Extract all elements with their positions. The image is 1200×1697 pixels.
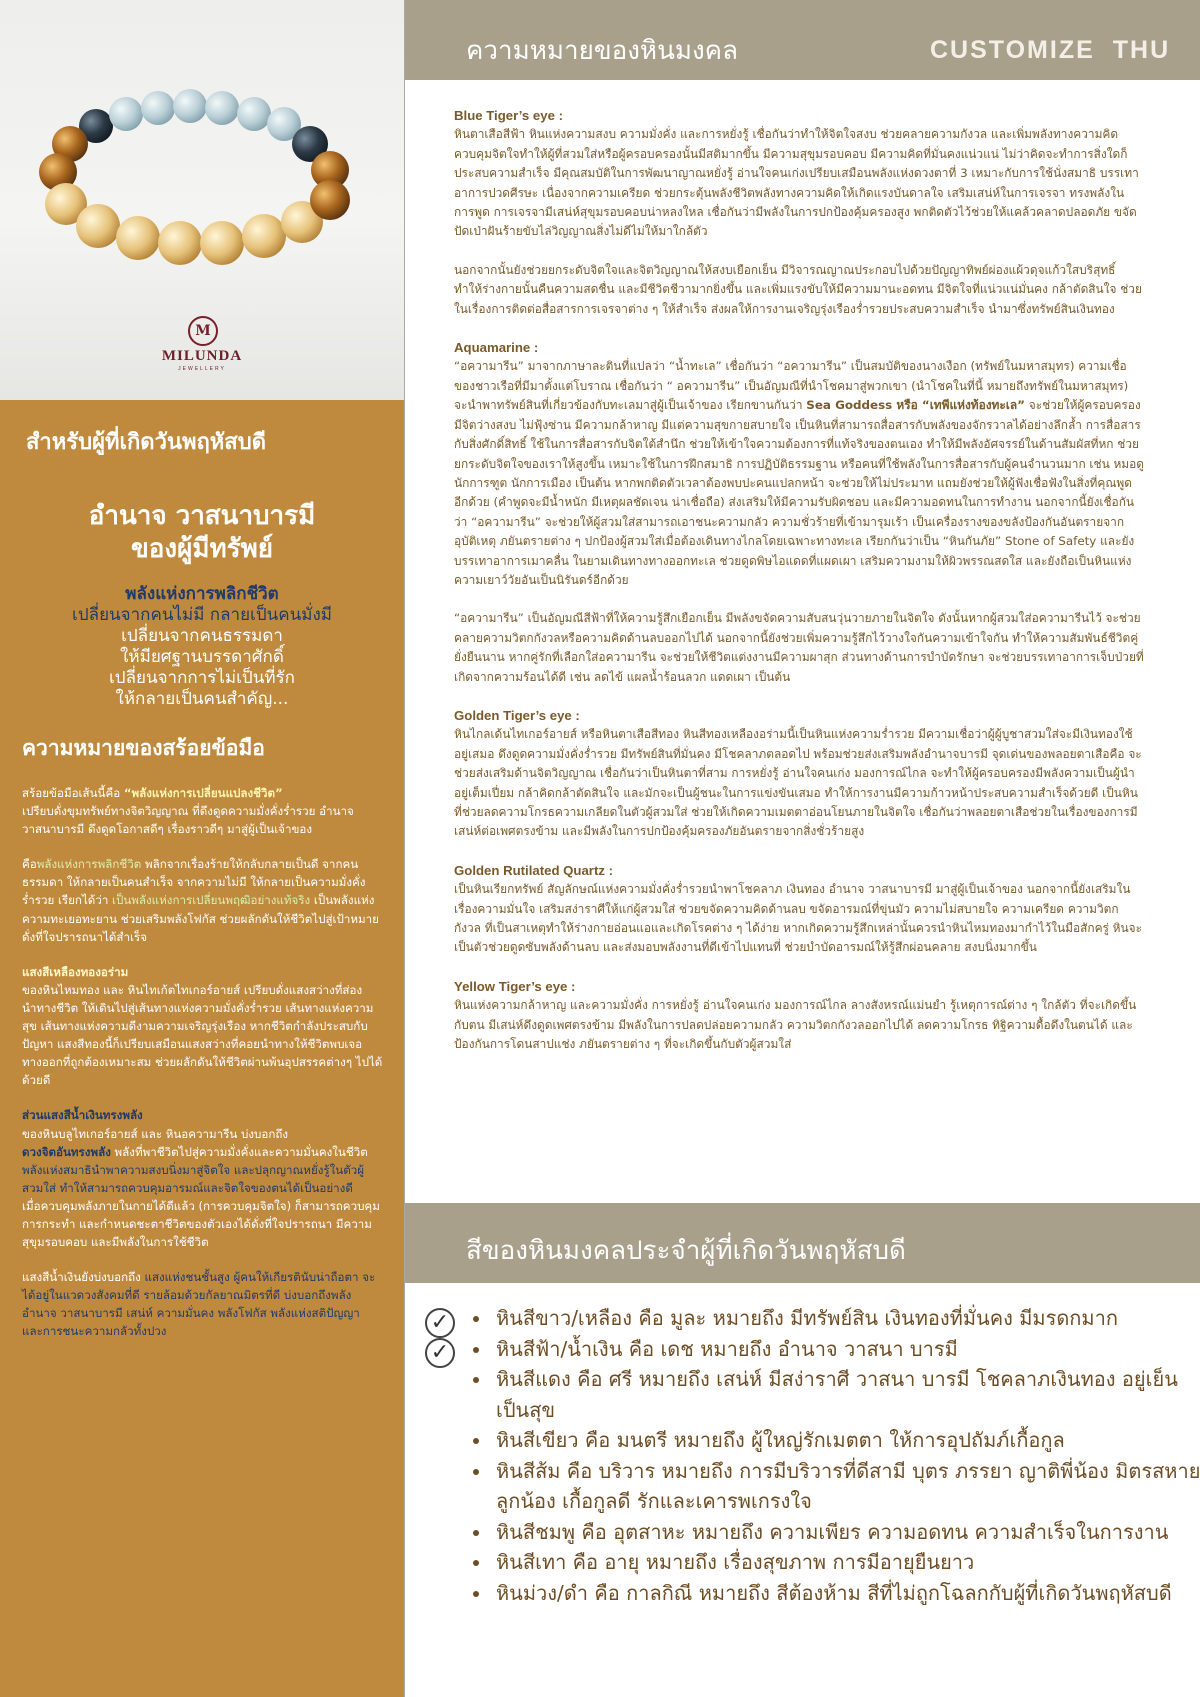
paragraph: เป็นหินเรียกทรัพย์ สัญลักษณ์แห่งความมั่งคั่งร่ำรวยนำพาโชคลาภ เงินทอง อำนาจ วาสนาบารมี มาสู่ผู้เป็นเจ้าของ นอกจากนี้ยังเสริมในเรื่องความมั่นใจ เสริมสง่าราศีให้แก่ผู้สวมใส่ ช่วยขจัดความคิดด้านลบ ขจัดอารมณ์ที่ขุ่นมัว ความไม่สบายใจ ความเครียด ความวิตกกังวล ที่เป็นสาเหตุทำให้ร่างกายอ่อนแอและเกิดโรคต่าง ๆ ได้ง่าย หากเกิดความรู้สึกเหล่านั้นควรนำหินไหมทองมากำไว้ในมือสักครู่ หินจะเป็นตัวช่วยดูดซับพลังด้านลบ และส่งมอบพลังงานที่ดีเข้าไปแทนที่ ช่วยบำบัดอารมณ์ให้รู้สึกผ่อนคลาย สงบนิ่งมากขึ้น	[454, 882, 1143, 955]
sidebar-title: สำหรับผู้ที่เกิดวันพฤหัสบดี	[26, 430, 266, 455]
paragraph	[454, 357, 1144, 590]
meaning-paragraph	[22, 1268, 384, 1340]
brand-word: THU	[1112, 36, 1171, 64]
highlight-text: “พลังแห่งการเปลี่ยนแปลงชีวิต”	[123, 786, 283, 800]
paragraph-heading: ส่วนแสงสีน้ำเงินทรงพลัง	[22, 1108, 143, 1123]
paragraph: หินไกลเด้นไทเกอร์อายส์ หรือหินตาเสือสีทอง หินสีทองเหลืองอร่ามนี้เป็นหินแห่งความร่ำรวย มีความเชื่อว่าผู้ผู้บูชาสวมใส่จะมีเงินทองใช้อยู่เสมอ ดึงดูดความมั่งคั่งร่ำรวย มีทรัพย์สินที่มั่นคง มีโชคลาภตลอดไป พร้อมช่วยส่งเสริมพลังอำนาจบารมี จุดเด่นของพลอยตาเสือคือ จะช่วยส่งเสริมด้านจิตวิญญาณ เชื่อกันว่าเป็นหินตาที่สาม การหยั่งรู้ อ่านใจคนเก่ง มองการณ์ไกล จะทำให้ผู้ครอบครองมีพลังความเป็นผู้นำอยู่เต็มเปี่ยม กล้าคิดกล้าตัดสินใจ และมักจะเป็นผู้ชนะในการแข่งขันเสมอ ทำให้การงานมีความก้าวหน้าประสบความสำเร็จด้วยดี เป็นหินที่ช่วยลดความโกรธความเกลียดในตัวผู้สวมใส่ ช่วยให้เกิดความเมตตาอ่อนโยนภายในจิตใจ เชื่อกันว่าพลอยตาเสือช่วยในเรื่องของการมีเสน่ห์ต่อเพศตรงข้าม และมีพลังในการปกป้องคุ้มครองภัยอันตรายจากสิ่งชั่วร้ายสูง	[454, 727, 1142, 839]
text-run: คือ	[22, 857, 37, 872]
list-item: • หินสีเขียว คือ มนตรี หมายถึง ผู้ใหญ่รักเมตตา ให้การอุปถัมภ์เกื้อกูล	[492, 1425, 1200, 1456]
sidebar-sub-line: เปลี่ยนจากคนธรรมดา	[121, 626, 283, 646]
meaning-paragraph	[22, 963, 384, 1090]
colors-section-title: สีของหินมงคลประจำผู้ที่เกิดวันพฤหัสบดี	[466, 1236, 906, 1266]
meaning-paragraph	[22, 784, 384, 838]
checkmark-icon: ✓	[425, 1308, 455, 1338]
highlight-text: แสงแห่งชนชั้นสูง ผู้คนให้เกียรตินับน่าถือตา จะได้อยู่ในแวดวงสังคมที่ดี รายล้อมด้วยกัลยาณมิตรที่ดี บ่งบอกถึงพลังอำนาจ วาสนาบารมี เสน่ห์ ความมั่นคง พลังโฟกัส พลังแห่งสติปัญญา และการชนะความกลัวทั้งปวง	[22, 1270, 376, 1339]
list-item: • หินสีขาว/เหลือง คือ มูละ หมายถึง มีทรัพย์สิน เงินทองที่มั่นคง มีมรดกมาก	[492, 1303, 1200, 1334]
section-title-yellow-tigers-eye: Yellow Tiger’s eye :	[454, 978, 576, 994]
section-title-golden-tigers-eye: Golden Tiger’s eye :	[454, 707, 580, 723]
page-title: ความหมายของหินมงคล	[466, 36, 738, 66]
text-run: แสงสีน้ำเงินยังบ่งบอกถึง	[22, 1270, 145, 1285]
text-run: เมื่อควบคุมพลังภายในกายได้ดีแล้ว (การควบคุมจิตใจ) ก็สามารถควบคุมการกระทำ และกำหนดชะตาชีวิตของตัวเองได้ดั่งที่ใจปรารถนา มีความสุขุมรอบคอบ และมีพลังในการใช้ชีวิต	[22, 1198, 380, 1250]
text-run: “อความารีน” มาจากภาษาละตินที่แปลว่า “น้ำทะเล” เชื่อกันว่า “อความารีน” เป็นสมบัติของนางเงือก (ทรัพย์ในมหาสมุทร) ความเชื่อของชาวเรือที่มีมาตั้งแต่โบราณ เชื่อกันว่า “ อความารีน” เป็นอัญมณีที่นำโชคมาสู่พวกเขา (นำโชคในที่นี้ หมายถึงทรัพย์ในมหาสมุทร) จะนำพาทรัพย์สินที่เกี่ยวข้องกับทะเลมาสู่ผู้เป็นเจ้าของ เรียกขานกันว่า	[454, 359, 1129, 413]
text-run: สร้อยข้อมือเส้นนี้คือ	[22, 786, 124, 800]
checkmark-icon: ✓	[425, 1338, 455, 1368]
bracelet-meaning-body	[22, 784, 384, 1358]
bracelet-photo	[0, 0, 404, 400]
section-title-aquamarine: Aquamarine :	[454, 340, 539, 356]
brand-word: CUSTOMIZE	[930, 36, 1095, 64]
stone-descriptions	[454, 106, 1144, 1073]
text-run: จะช่วยให้ผู้ครอบครองมีจิตว่างสงบ ไม่ฟุ้งซ่าน มีความกล้าหาญ มีแต่ความสุขกายสบายใจ เป็นหินที่สามารถสื่อสารกับพลังของจักรวาลได้อย่างลึกล้ำ การสื่อสารกับสิ่งศักดิ์สิทธิ์ ใช้ในการสื่อสารกับจิตใต้สำนึก ช่วยให้เข้าใจความต้องการที่แท้จริงของตนเอง ทำให้มีพลังอัศจรรย์ในด้านสัมผัสที่หก ช่วยยกระดับจิตใจของเราให้สูงขึ้น เหมาะใช้ในการฝึกสมาธิ การปฏิบัติธรรมฐาน หรือคนที่ใช้พลังในการสื่อสารกับผู้คนจำนวนมาก เช่น หมอดู นักการฑูต นักการเมือง เป็นต้น หากพกติดตัวเวลาต้องพบปะคนแปลกหน้า จะช่วยให้ไม่ประมาท แถมยังช่วยให้ผู้ฟังเชื่อฟังในสิ่งที่คุณพูดอีกด้วย (คำพูดจะมีน้ำหนัก มีเหตุผลชัดเจน น่าเชื่อถือ) ส่งเสริมให้มีความรับผิดชอบ และมีความอดทนในการทำงาน นอกจากนี้ยังเชื่อกันว่า “อความารีน” จะช่วยให้ผู้สวมใส่สามารถเอาชนะความกลัว ความชั่วร้ายที่เข้ามารุมเร้า เป็นเครื่องรางของขลังป้องกันอันตรายจากอุบัติเหตุ ภยันตรายต่าง ๆ ปกป้องผู้สวมใส่เมื่อต้องเดินทางไกลโดยเฉพาะทางทะเล เรียกกันว่าเป็น “หินกันภัย” Stone of Safety และยังบรรเทาอาการเมาคลื่น ในยามเดินทางทางออกทะเล ช่วยดูดพิษไอแดดที่แผดเผา เสริมความงามให้ผิวพรรณสดใส และยังถือเป็นหินแห่งความเยาว์วัยอันเป็นนิรันดร์อีกด้วย	[454, 398, 1145, 587]
list-item: • หินสีเทา คือ อายุ หมายถึง เรื่องสุขภาพ การมีอายุยืนยาว	[492, 1547, 1200, 1578]
list-item: • หินสีชมพู คือ อุตสาหะ หมายถึง ความเพียร ความอดทน ความสำเร็จในการงาน	[492, 1517, 1200, 1548]
highlight-text: พลังแห่งสมาธินำพาความสงบนิ่งมาสู่จิตใจ และปลุกญาณหยั่งรู้ในตัวผู้สวมใส่ ทำให้สามารถควบคุมอารมณ์และจิตใจของตนได้เป็นอย่างดี	[22, 1162, 365, 1195]
bold-text: Sea Goddess หรือ “เทพีแห่งท้องทะเล”	[806, 398, 1025, 413]
text-run: พลังที่พาชีวิตไปสู่ความมั่งคั่งและความมั่นคงในชีวิต	[110, 1144, 368, 1159]
list-item: • หินสีฟ้า/น้ำเงิน คือ เดช หมายถึง อำนาจ วาสนา บารมี	[492, 1334, 1200, 1365]
sidebar-sub-strong: พลังแห่งการพลิกชีวิต	[125, 584, 279, 604]
text-run: เป็นพลังแห่งความทะเยอทะยาน ช่วยเสริมพลังโฟกัส ช่วยผลักดันให้ชีวิตไปสู่เป้าหมายดั่งที่ใจปรารถนาได้สำเร็จ	[22, 893, 379, 944]
sidebar-sub-line: ให้กลายเป็นคนสำคัญ...	[115, 689, 289, 709]
text-run: ของหินบลูไทเกอร์อายส์ และ หินอความารีน บ่งบอกถึง	[22, 1126, 289, 1141]
paragraph: นอกจากนั้นยังช่วยยกระดับจิตใจและจิตวิญญาณให้สงบเยือกเย็น มีวิจารณญาณประกอบไปด้วยปัญญาทิพย์ผ่องแผ้วดุจแก้วใสบริสุทธิ์ ทำให้ร่างกายนั้นคืนความสดชื่น และมีชีวิตชีวามากยิ่งขึ้น และเพิ่มแรงขับให้มีความมานะอดทน มีจิตใจที่แน่วแน่มั่นคง กล้าตัดสินใจ ช่วยในเรื่องการติดต่อสื่อสารการเจรจาต่าง ๆ ให้สำเร็จ ส่งผลให้การงานเจริญรุ่งเรืองร่ำรวยประสบความสำเร็จ นำมาซึ่งทรัพย์สินเงินทอง	[454, 262, 1142, 316]
sidebar-sub-navy: เปลี่ยนจากคนไม่มี กลายเป็นคนมั่งมี	[72, 605, 332, 625]
meaning-paragraph	[22, 855, 384, 945]
bracelet-illustration	[0, 0, 404, 300]
paragraph-heading: แสงสีเหลืองทองอร่าม	[22, 964, 129, 979]
brand-name: MILUNDA	[161, 348, 243, 364]
highlight-text: ดวงจิตอันทรงพลัง	[22, 1144, 111, 1159]
text-run: ของหินไหมทอง และ หินไทเก้ตไทเกอร์อายส์ เปรียบดั่งแสงสว่างที่ส่องนำทางชีวิต ให้เดินไปสู่เส้นทางแห่งความมั่งคั่งร่ำรวย เส้นทางแห่งความสุข เส้นทางแห่งความดีงามความเจริญรุ่งเรือง หากชีวิตกำลังประสบกับปัญหา แสงสีทองนี้ก็เปรียบเสมือนแสงสว่างที่คอยนำทางให้ชีวิตพบเจอทางออกที่ถูกต้องเหมาะสม ช่วยผลักดันให้ชีวิตผ่านพ้นอุปสรรคต่างๆ ไปได้ด้วยดี	[22, 982, 383, 1088]
sidebar	[0, 0, 405, 1697]
sidebar-sub-line: ให้มียศฐานบรรดาศักดิ์	[120, 647, 284, 667]
text-run: เปรียบดั่งขุมทรัพย์ทางจิตวิญญาณ ที่ดึงดูดความมั่งคั่งร่ำรวย อำนาจ วาสนาบารมี ดึงดูดโอกาสดีๆ เรื่องราวดีๆ มาสู่ผู้เป็นเจ้าของ	[22, 804, 354, 837]
list-item: • หินสีส้ม คือ บริวาร หมายถึง การมีบริวารที่ดีสามี บุตร ภรรยา ญาติพี่น้อง มิตรสหาย ลูกน้อง เกื้อกูลดี รักและเคารพเกรงใจ	[492, 1456, 1200, 1517]
bracelet-beads	[39, 89, 350, 265]
paragraph: หินแห่งความกล้าหาญ และความมั่งคั่ง การหยั่งรู้ อ่านใจคนเก่ง มองการณ์ไกล ลางสังหรณ์แม่นยำ รู้เหตุการณ์ต่าง ๆ ใกล้ตัว ที่จะเกิดขึ้นกับตน มีเสน่ห์ดึงดูดเพศตรงข้าม มีพลังในการปลดปล่อยความกลัว ความวิตกกังวลออกไปได้ ลดความโกรธ ทิฐิความดื้อดึงในตนได้ และป้องกันการโดนสาปแช่ง ภยันตรายต่าง ๆ ที่จะเกิดขึ้นกับตัวผู้สวมใส่	[454, 998, 1137, 1052]
list-item: • หินสีแดง คือ ศรี หมายถึง เสน่ห์ มีสง่าราศี วาสนา บารมี โชคลาภเงินทอง อยู่เย็นเป็นสุข	[492, 1364, 1200, 1425]
bracelet-meaning-title: ความหมายของสร้อยข้อมือ	[22, 736, 265, 760]
paragraph: หินตาเสือสีฟ้า หินแห่งความสงบ ความมั่งคั่ง และการหยั่งรู้ เชื่อกันว่าทำให้จิตใจสงบ ช่วยคลายความกังวล และเพิ่มพลังทางความคิด ควบคุมจิตใจทำให้ผู้ที่สวมใส่หรือผู้ครอบครองนั้นมีสติมากขึ้น มีความสุขุมรอบคอบ มีความคิดที่มั่นคงแน่วแน่ ไม่ว่าคิดจะทำการสิ่งใดก็ประสบความสำเร็จ มีคุณสมบัติในการพัฒนาญาณหยั่งรู้ อ่านใจคนเก่งเปรียบเสมือนพลังแห่งดวงตาที่ 3 เหมาะกับการใช้นั่งสมาธิ บรรเทาอาการปวดศีรษะ เนื่องจากความเครียด ช่วยกระตุ้นพลังชีวิตพลังทางความคิดให้เกิดแรงบันดาลใจ เสริมเสน่ห์ในการเจรจา ทรงพลังในการพูด การเจรจามีเสน่ห์สุขุมรอบคอบน่าหลงใหล เชื่อกันว่ามีพลังในการปกป้องคุ้มครองสูง พกติดตัวไว้ช่วยให้แคล้วคลาดปลอดภัย ขจัดปัดเป่าฝันร้ายขับไล่วิญญาณสิ่งไม่ดีไม่ให้มาใกล้ตัว	[454, 127, 1139, 239]
paragraph: “อความารีน” เป็นอัญมณีสีฟ้าที่ให้ความรู้สึกเยือกเย็น มีพลังขจัดความสับสนวุ่นวายภายในจิตใจ ดังนั้นหากผู้สวมใส่อความารีนไว้ จะช่วยคลายความวิตกกังวลหรือความคิดด้านลบออกไปได้ นอกจากนี้ยังช่วยเพิ่มความรู้สึกไว้วางใจกันความเข้าใจกัน ทำให้ความสัมพันธ์ชีวิตคู่ยั่งยืนนาน หากคู่รักที่เลือกใส่อความารีน จะช่วยให้ชีวิตแต่งงานมีความผาสุก ส่วนทางด้านการบำบัดรักษา จะช่วยบรรเทาอาการเจ็บป่วยที่เกิดจากความร้อนได้ดี เช่น ลดไข้ แผลน้ำร้อนลวก แดดเผา เป็นต้น	[454, 611, 1144, 684]
stone-colors-list	[466, 1303, 1200, 1608]
sidebar-heading	[0, 500, 404, 566]
sidebar-heading-line: อำนาจ วาสนาบารมี	[88, 501, 316, 531]
section-title-rutilated-quartz: Golden Rutilated Quartz :	[454, 862, 613, 878]
brand-subtitle: JEWELLERY	[178, 366, 226, 372]
text-run: พลิกจากเรื่องร้ายให้กลับกลายเป็นดี จากคนธรรมดา ให้กลายเป็นคนสำเร็จ จากความไม่มี ให้กลายเป็นความมั่งคั่งร่ำรวย เรียกได้ว่า	[22, 857, 366, 908]
highlight-text: เป็นพลังแห่งการเปลี่ยนพฤฒิอย่างแท้จริง	[112, 893, 311, 908]
list-item: • หินม่วง/ดำ คือ กาลกิณี หมายถึง สีต้องห้าม สีที่ไม่ถูกโฉลกกับผู้ที่เกิดวันพฤหัสบดี	[492, 1578, 1200, 1609]
sidebar-subheading	[0, 584, 404, 710]
highlight-text: พลังแห่งการพลิกชีวิต	[36, 857, 142, 872]
sidebar-heading-line: ของผู้มีทรัพย์	[131, 534, 273, 564]
meaning-paragraph	[22, 1106, 384, 1251]
brand-logo-icon: M	[188, 316, 218, 346]
section-title-blue-tigers-eye: Blue Tiger’s eye :	[454, 108, 563, 123]
header-brand	[930, 36, 1188, 65]
sidebar-sub-line: เปลี่ยนจากการไม่เป็นที่รัก	[109, 668, 295, 688]
